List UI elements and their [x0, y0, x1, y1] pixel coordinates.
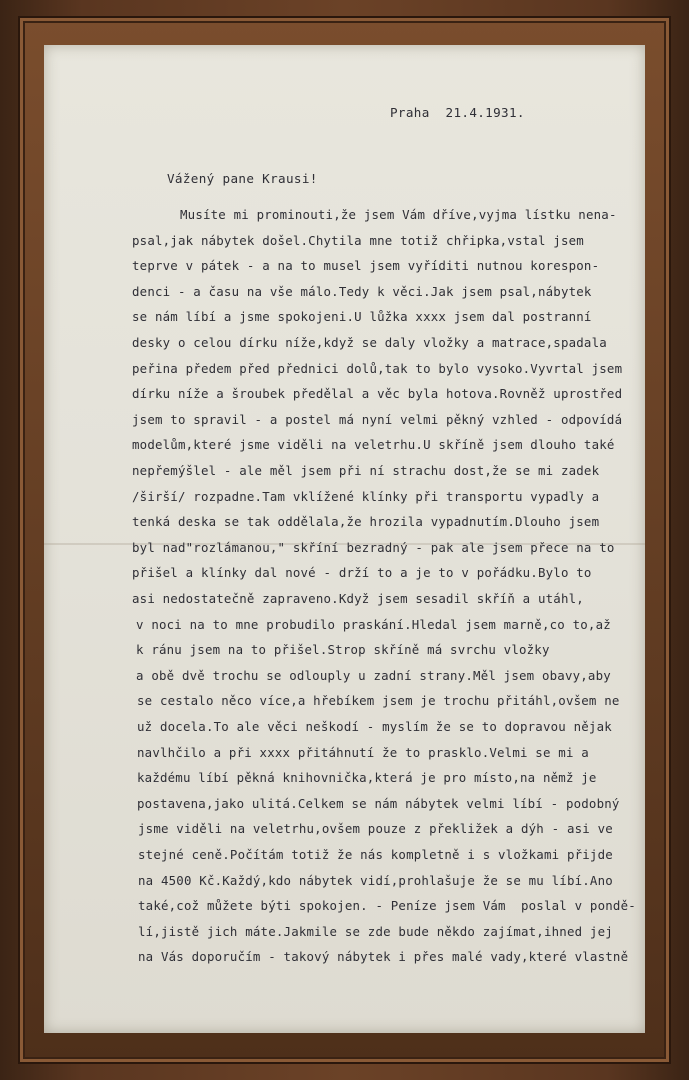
letter-line: nepřemýšlel - ale měl jsem při ní strachu dost,že se mi zadek — [132, 463, 600, 478]
letter-line: tenká deska se tak oddělala,že hrozila vypadnutím.Dlouho jsem — [132, 514, 600, 530]
letter-paper — [44, 45, 645, 1033]
letter-line: jsme viděli na veletrhu,ovšem pouze z překližek a dýh - asi ve — [138, 821, 613, 837]
letter-line: navlhčilo a při xxxx přitáhnutí že to prasklo.Velmi se mi a — [137, 744, 589, 760]
letter-line: denci - a času na vše málo.Tedy k věci.Jak jsem psal,nábytek — [132, 283, 592, 299]
letter-line: desky o celou dírku níže,když se daly vložky a matrace,spadala — [132, 335, 607, 350]
letter-date: Praha 21.4.1931. — [390, 105, 525, 120]
letter-line: jsem to spravil - a postel má nyní velmi pěkný vzhled - odpovídá — [132, 411, 623, 427]
letter-line: na Vás doporučím - takový nábytek i přes malé vady,které vlastně — [138, 949, 629, 965]
letter-line: stejné ceně.Počítám totiž že nás kompletně i s vložkami přijde — [138, 847, 613, 862]
letter-line: /širší/ rozpadne.Tam vklížené klínky při transportu vypadly a — [132, 488, 600, 504]
letter-line: postavena,jako ulitá.Celkem se nám nábytek velmi líbí - podobný — [137, 795, 620, 811]
letter-line: peřina předem před přednici dolů,tak to bylo vysoko.Vyvrtal jsem — [132, 360, 623, 376]
letter-line: se cestalo něco více,a hřebíkem jsem je trochu přitáhl,ovšem ne — [137, 693, 620, 709]
letter-line: psal,jak nábytek došel.Chytila mne totiž chřipka,vstal jsem — [132, 232, 584, 248]
letter-line: teprve v pátek - a na to musel jsem vyříditi nutnou korespon- — [132, 258, 600, 274]
letter-line: také,což můžete býti spokojen. - Peníze jsem Vám poslal v pondě- — [138, 898, 636, 914]
letter-line: a obě dvě trochu se odlouply u zadní strany.Měl jsem obavy,aby — [136, 667, 611, 683]
letter-line: k ránu jsem na to přišel.Strop skříně má svrchu vložky — [136, 642, 550, 658]
letter-line: na 4500 Kč.Každý,kdo nábytek vidí,prohlašuje že se mu líbí.Ano — [138, 872, 613, 888]
letter-line: každému líbí pěkná knihovnička,která je pro místo,na němž je — [137, 770, 597, 786]
letter-line: Musíte mi prominouti,že jsem Vám dříve,vyjma lístku nena- — [180, 207, 617, 222]
letter-line: přišel a klínky dal nové - drží to a je to v pořádku.Bylo to — [132, 565, 592, 581]
letter-line: se nám líbí a jsme spokojeni.U lůžka xxxx jsem dal postranní — [132, 309, 592, 325]
letter-line: asi nedostatečně zapraveno.Když jsem sesadil skříň a utáhl, — [132, 591, 584, 606]
letter-salutation: Vážený pane Krausi! — [167, 171, 318, 186]
letter-line: už docela.To ale věci neškodí - myslím že se to dopravou nějak — [137, 719, 612, 734]
letter-line: byl nad"rozlámanou," skříní bezradný - pak ale jsem přece na to — [132, 539, 615, 555]
letter-line: lí,jistě jich máte.Jakmile se zde bude někdo zajímat,ihned jej — [138, 923, 613, 939]
letter-body — [44, 45, 645, 1033]
letter-line: v noci na to mne probudilo praskání.Hledal jsem marně,co to,až — [136, 616, 611, 632]
letter-line: dírku níže a šroubek předělal a věc byla hotova.Rovněž uprostřed — [132, 386, 623, 402]
letter-line: modelům,které jsme viděli na veletrhu.U skříně jsem dlouho také — [132, 437, 615, 453]
